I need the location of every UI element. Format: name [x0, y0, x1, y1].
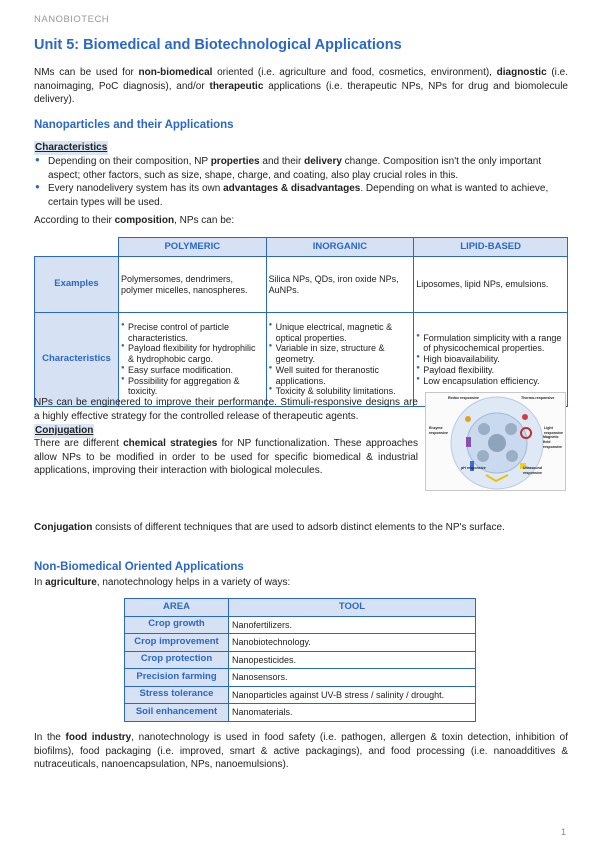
stimuli-responsive-figure: [425, 392, 566, 491]
tool-cell: Nanofertilizers.: [229, 616, 476, 634]
examples-polymeric: Polymersomes, dendrimers, polymer micelles, nanospheres.: [118, 257, 266, 313]
running-header: NANOBIOTECH: [34, 14, 110, 25]
conjugation-paragraph-1: There are different chemical strategies for NP functionalization. These approaches allow NPs to be modified in order to be used for specific biomedical & industrial applications, improving their interaction with biological molecules.: [34, 438, 418, 476]
characteristics-list: [34, 155, 568, 209]
list-item: ● Formulation simplicity with a range of physicochemical properties.: [416, 333, 565, 355]
characteristics-inorganic: [266, 313, 414, 407]
tool-cell: Nanomaterials.: [229, 704, 476, 722]
intro-paragraph: NMs can be used for non-biomedical oriented (i.e. agriculture and food, cosmetics, environment), diagnostic (i.e. nanoimaging, PoC diagnosis), and/or therapeutic applications (i.e. therapeutic NPs, NPs for drug and biomolecule delivery).: [34, 67, 569, 105]
area-cell: Crop protection: [125, 651, 229, 669]
stimulus-icon: [465, 416, 471, 422]
examples-lipid: Liposomes, lipid NPs, emulsions.: [414, 257, 568, 313]
food-industry-paragraph: In the food industry, nanotechnology is used in food safety (i.e. pathogen, allergen & toxin detection, inhibition of biofilms), food packaging (i.e. improved, smart & active packagings), and food processing (i.e. nanoadditives & nutraceuticals, nanoencapsulation, NPs, nanoemulsions).: [34, 732, 568, 770]
column-header-inorganic: INORGANIC: [266, 238, 414, 257]
table-row: [125, 669, 476, 687]
row-header-examples: Examples: [35, 257, 119, 313]
list-item: ● Low encapsulation efficiency.: [416, 376, 565, 387]
enzyme-icon: [466, 437, 471, 447]
stimuli-paragraph: NPs can be engineered to improve their performance. Stimuli-responsive designs are a highly effective strategy for the controlled release of therapeutic agents.: [34, 397, 418, 422]
figure-label: Magnetic field responsive: [543, 435, 562, 449]
tool-cell: Nanobiotechnology.: [229, 634, 476, 652]
figure-label: Thermo-responsive: [521, 396, 555, 400]
figure-label: Redox responsive: [448, 396, 479, 400]
table-row: [125, 634, 476, 652]
characteristics-polymeric: [118, 313, 266, 407]
composition-table: [34, 237, 568, 407]
list-item: ● Unique electrical, magnetic & optical properties.: [269, 322, 412, 344]
row-header-characteristics: Characteristics: [35, 313, 119, 407]
list-item: ● Well suited for theranostic applications.: [269, 365, 412, 387]
list-item: ● Precise control of particle characteristics.: [121, 322, 264, 344]
examples-inorganic: Silica NPs, QDs, iron oxide NPs, AuNPs.: [266, 257, 414, 313]
page-number: 1: [560, 827, 566, 837]
list-item: ● Easy surface modification.: [121, 365, 264, 376]
figure-label: Enzyme responsive: [429, 426, 448, 435]
composition-intro: According to their composition, NPs can be:: [34, 215, 235, 226]
table-row: [125, 651, 476, 669]
table-row: [125, 686, 476, 704]
table-corner: [35, 238, 119, 257]
characteristics-heading: Characteristics: [35, 142, 108, 153]
nanoparticle-icon: [477, 450, 489, 462]
nanoparticle-icon: [505, 423, 517, 435]
column-header-lipid: LIPID-BASED: [414, 238, 568, 257]
conjugation-paragraph-2: Conjugation consists of different techniques that are used to adsorb distinct elements to the NP's surface.: [34, 522, 505, 533]
tool-cell: Nanoparticles against UV-B stress / salinity / drought.: [229, 686, 476, 704]
figure-label: pH responsive: [461, 466, 486, 470]
column-header-polymeric: POLYMERIC: [118, 238, 266, 257]
area-cell: Soil enhancement: [125, 704, 229, 722]
list-item: ● High bioavailability.: [416, 354, 565, 365]
section-heading-non-biomedical: Non-Biomedical Oriented Applications: [34, 561, 244, 573]
list-item: ● Every nanodelivery system has its own advantages & disadvantages. Depending on what is wanted to achieve, certain types will be used.: [34, 182, 568, 209]
area-cell: Stress tolerance: [125, 686, 229, 704]
conjugation-heading: Conjugation: [35, 425, 94, 436]
section-heading-nanoparticles: Nanoparticles and their Applications: [34, 119, 234, 131]
tool-cell: Nanopesticides.: [229, 651, 476, 669]
area-cell: Precision farming: [125, 669, 229, 687]
table-row: [125, 616, 476, 634]
table-row: [125, 704, 476, 722]
thermometer-icon: [522, 414, 528, 420]
list-item: ● Possibility for aggregation & toxicity.: [121, 376, 264, 398]
list-item: ● Payload flexibility.: [416, 365, 565, 376]
nanoparticle-icon: [488, 434, 506, 452]
column-header-area: AREA: [125, 599, 229, 617]
column-header-tool: TOOL: [229, 599, 476, 617]
figure-label: Light responsive: [544, 426, 563, 435]
agriculture-table: [124, 598, 476, 722]
list-item: ● Variable in size, structure & geometry.: [269, 343, 412, 365]
nanoparticle-icon: [506, 450, 518, 462]
nanoparticle-icon: [478, 423, 490, 435]
figure-label: Ultrasound responsive: [523, 466, 542, 475]
tool-cell: Nanosensors.: [229, 669, 476, 687]
list-item: ● Depending on their composition, NP properties and their delivery change. Composition isn't the only important aspect; other factors, such as size, shape, charge, and coating, also play crucial roles in this.: [34, 155, 568, 182]
area-cell: Crop growth: [125, 616, 229, 634]
page-title: Unit 5: Biomedical and Biotechnological Applications: [34, 37, 402, 53]
agriculture-intro: In agriculture, nanotechnology helps in a variety of ways:: [34, 577, 291, 588]
area-cell: Crop improvement: [125, 634, 229, 652]
list-item: ● Payload flexibility for hydrophilic & hydrophobic cargo.: [121, 343, 264, 365]
list-item: ● Toxicity & solubility limitations.: [269, 386, 412, 397]
